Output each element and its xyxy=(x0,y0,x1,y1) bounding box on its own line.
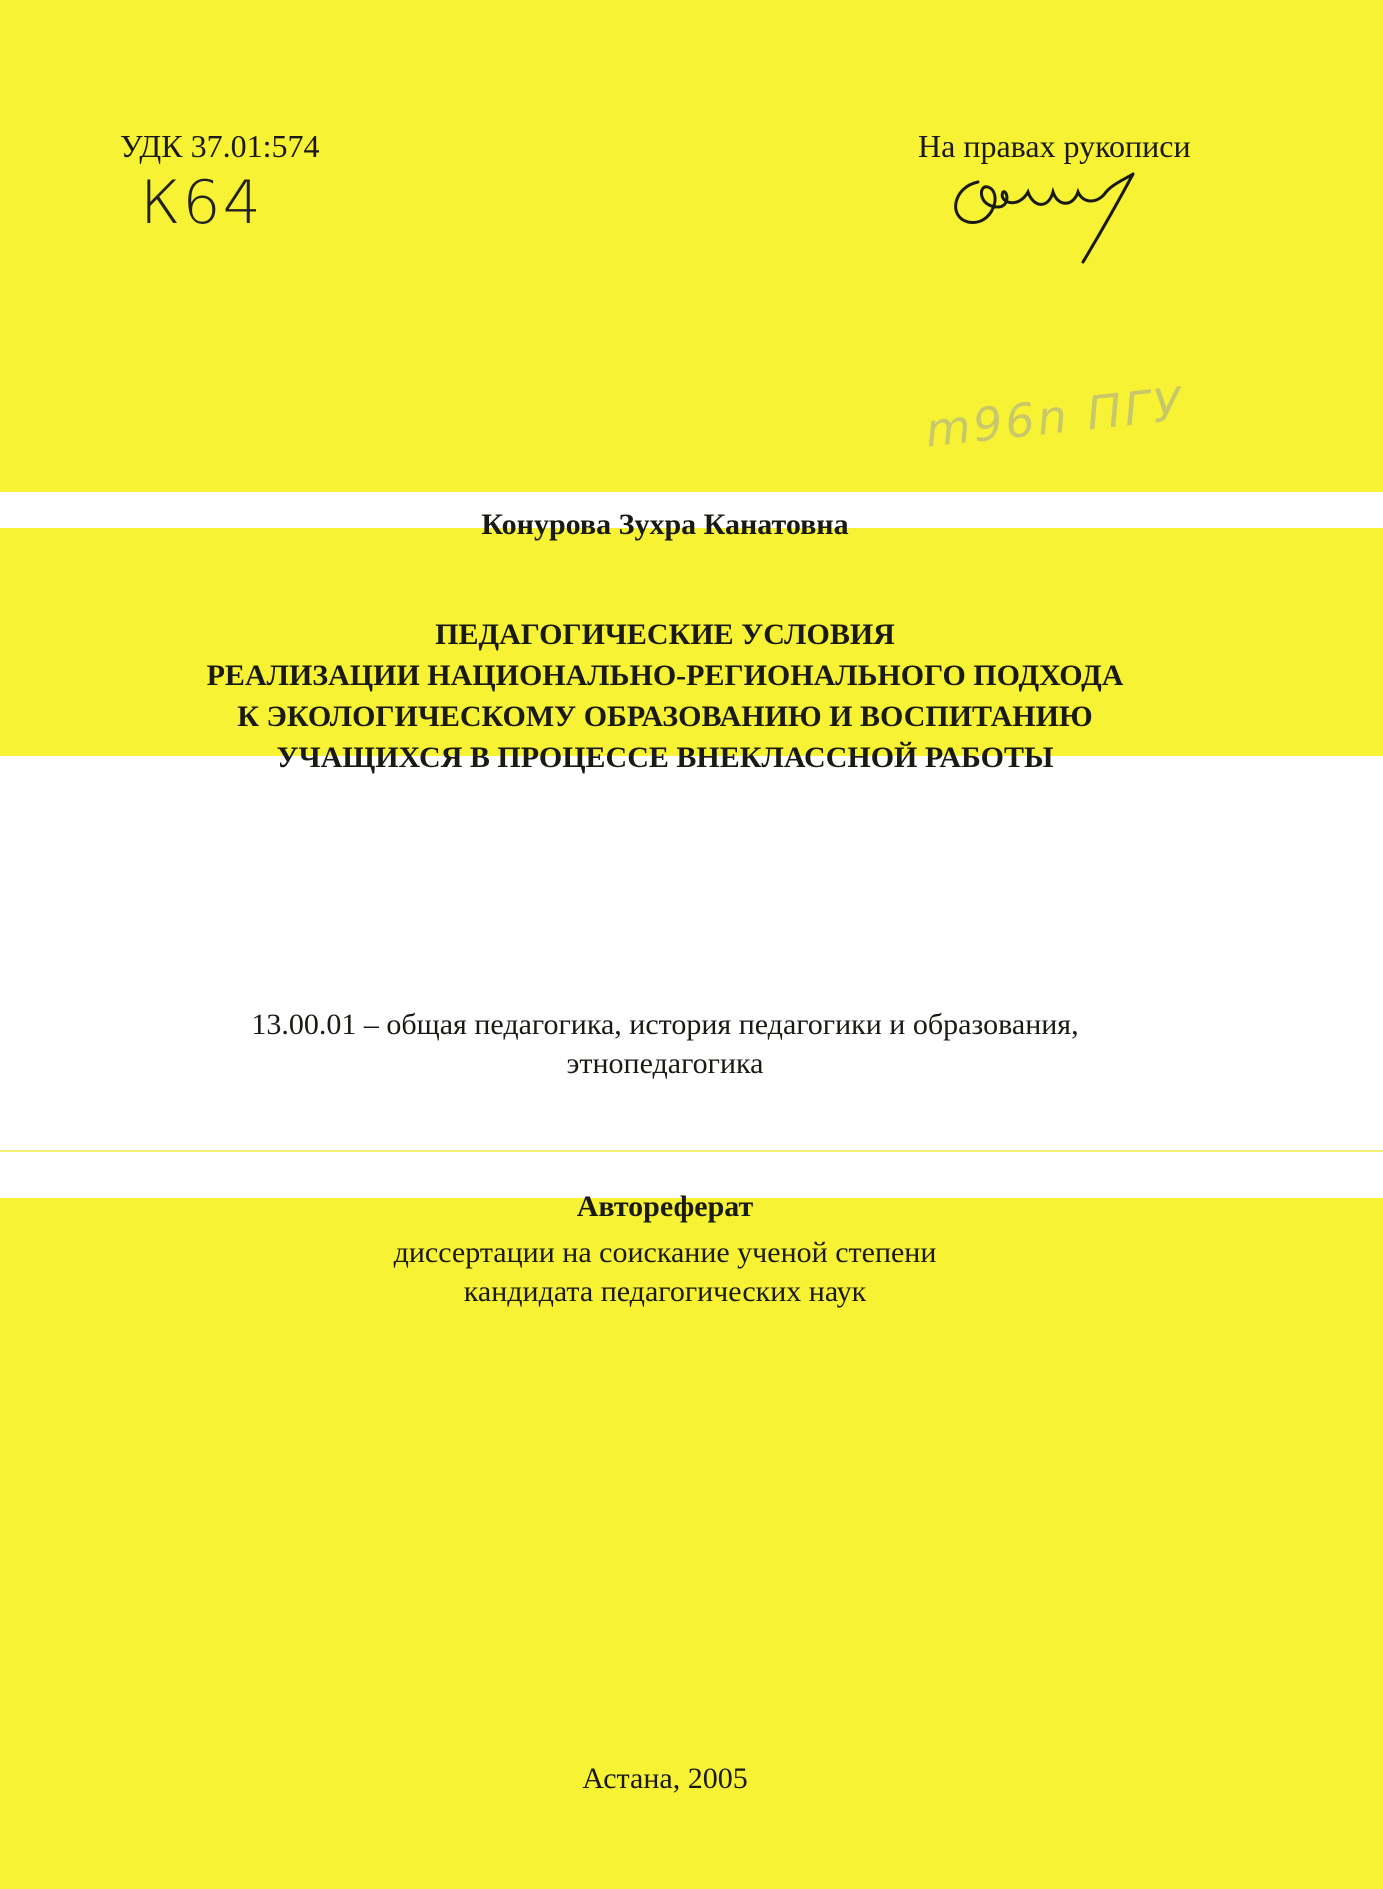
fold-line xyxy=(0,1150,1383,1152)
dissertation-title xyxy=(0,614,1330,778)
abstract-line: диссертации на соискание ученой степени xyxy=(393,1236,937,1269)
title-line: ПЕДАГОГИЧЕСКИЕ УСЛОВИЯ xyxy=(435,618,895,651)
title-line: К ЭКОЛОГИЧЕСКОМУ ОБРАЗОВАНИЮ И ВОСПИТАНИЮ xyxy=(237,700,1093,733)
specialty-code xyxy=(0,1005,1330,1083)
specialty-line: этнопедагогика xyxy=(566,1047,764,1080)
handwritten-code: К64 xyxy=(140,168,263,238)
abstract-description xyxy=(0,1233,1330,1311)
specialty-line: 13.00.01 – общая педагогика, история педагогики и образования, xyxy=(251,1008,1079,1041)
library-mark: m96n ПГУ xyxy=(922,376,1187,458)
abstract-line: кандидата педагогических наук xyxy=(463,1275,867,1308)
title-line: РЕАЛИЗАЦИИ НАЦИОНАЛЬНО-РЕГИОНАЛЬНОГО ПОДХОДА xyxy=(206,659,1124,692)
author-name: Конурова Зухра Канатовна xyxy=(481,508,849,541)
udk-code: УДК 37.01:574 xyxy=(120,128,320,164)
city-year: Астана, 2005 xyxy=(582,1762,748,1795)
signature xyxy=(948,162,1148,272)
title-line: УЧАЩИХСЯ В ПРОЦЕССЕ ВНЕКЛАССНОЙ РАБОТЫ xyxy=(276,741,1054,774)
rights-notice: На правах рукописи xyxy=(918,128,1191,164)
abstract-heading: Автореферат xyxy=(576,1190,754,1223)
